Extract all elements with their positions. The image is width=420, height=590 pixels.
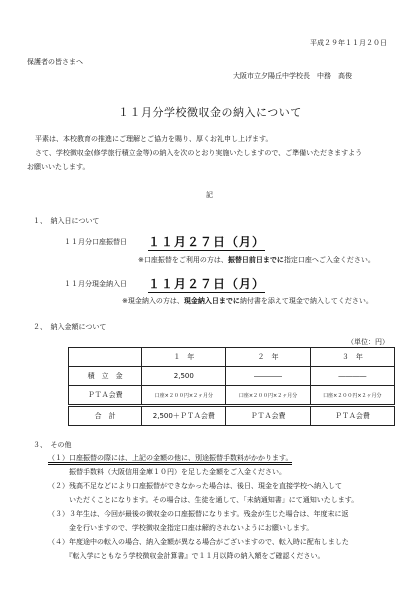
transfer-note-pre: ※口座振替をご利用の方は、 — [138, 256, 228, 264]
table-corner-cell — [69, 348, 142, 367]
note-2-line-1: （２）残高不足などにより口座振替ができなかった場合は、後日、現金を直接学校へ納入して — [48, 482, 342, 490]
table-header-year2: ２ 年 — [226, 348, 310, 367]
intro-line-1: 平素は、本校教育の推進にご理解とご協力を賜り、厚くお礼申し上げます。 — [35, 135, 273, 143]
cash-date: １１月２７日（月） — [148, 277, 266, 291]
note-3-line-2: 金を行いますので、学校徴収金指定口座は解約されないようにお願いします。 — [48, 524, 314, 532]
unit-label: （単位：円） — [347, 338, 389, 346]
table-row — [69, 406, 395, 426]
document-title: １１月分学校徴収金の納入について — [118, 106, 302, 119]
note-1-line-2: 振替手数料（大阪信用金庫１０円）を足した金額をご入金ください。 — [48, 468, 286, 476]
intro-line-3: お願いいたします。 — [27, 163, 90, 171]
intro-line-2: さて、学校徴収金(修学旅行積立金等)の納入を次のとおり実施いたしますので、ご準備いただきますよう — [35, 149, 363, 157]
cash-note-bold: 現金納入日までに — [183, 297, 240, 305]
row-label-savings: 積 立 金 — [69, 367, 142, 386]
table-cell: 口座×２００円×２ヶ月分 — [226, 386, 310, 406]
sender: 大阪市立夕陽丘中学校長 中務 高俊 — [233, 72, 352, 80]
table-cell: ―――― — [310, 367, 394, 386]
table-cell: 口座×２００円×２ヶ月分 — [310, 386, 394, 406]
transfer-note-bold: 振替日前日までに — [227, 256, 284, 264]
table-cell: 口座×２００円×２ヶ月分 — [142, 386, 226, 406]
note-2-line-2: いただくことになります。その場合は、生徒を通して、「未納通知書」にて通知いたします。 — [48, 496, 359, 504]
cash-note-post: 納付書を添えて現金で納入してください。 — [239, 297, 373, 305]
note-1-text: （１）口座振替の際には、上記の金額の他に、別途振替手数料がかかります。 — [48, 454, 292, 465]
table-row — [69, 386, 395, 406]
table-header-year3: ３ 年 — [310, 348, 394, 367]
table-header-row — [69, 348, 395, 367]
cash-note-pre: ※現金納入の方は、 — [122, 297, 184, 305]
table-row — [69, 367, 395, 386]
cash-note — [122, 296, 373, 306]
note-4-line-2: 『転入学にともなう学校徴収金計算書』で１１月以降の納入額をご確認ください。 — [48, 552, 325, 560]
document-date: 平成２９年１１月２０日 — [310, 39, 387, 47]
note-3-line-1: （３）３年生は、今回が最後の徴収金の口座振替になります。残金が生じた場合は、年度末に返 — [48, 510, 349, 518]
transfer-note — [138, 255, 375, 265]
table-cell: ―――― — [226, 367, 310, 386]
transfer-date: １１月２７日（月） — [148, 235, 266, 249]
fee-table — [68, 347, 395, 426]
section3-heading: ３、 その他 — [33, 441, 72, 449]
table-header-year1: １ 年 — [142, 348, 226, 367]
table-cell: 2,500 — [142, 367, 226, 386]
row-label-pta: ＰＴＡ会費 — [69, 386, 142, 406]
table-cell: ＰＴＡ会費 — [226, 406, 310, 426]
cash-date-label: １１月分現金納入日 — [64, 280, 127, 288]
table-cell: 2,500＋ＰＴＡ会費 — [142, 406, 226, 426]
transfer-note-post: 指定口座へご入金ください。 — [283, 256, 375, 264]
addressee: 保護者の皆さまへ — [27, 58, 83, 66]
table-cell: ＰＴＡ会費 — [310, 406, 394, 426]
section2-heading: ２、 納入金額について — [33, 323, 107, 331]
note-1-line-1 — [48, 453, 292, 463]
row-label-total: 合 計 — [69, 406, 142, 426]
ki-heading: 記 — [206, 191, 213, 199]
transfer-date-label: １１月分口座振替日 — [64, 238, 127, 246]
note-4-line-1: （４）年度途中の転入の場合、納入金額が異なる場合がございますので、転入時に配布しました — [48, 538, 349, 546]
section1-heading: １、 納入日について — [33, 217, 100, 225]
